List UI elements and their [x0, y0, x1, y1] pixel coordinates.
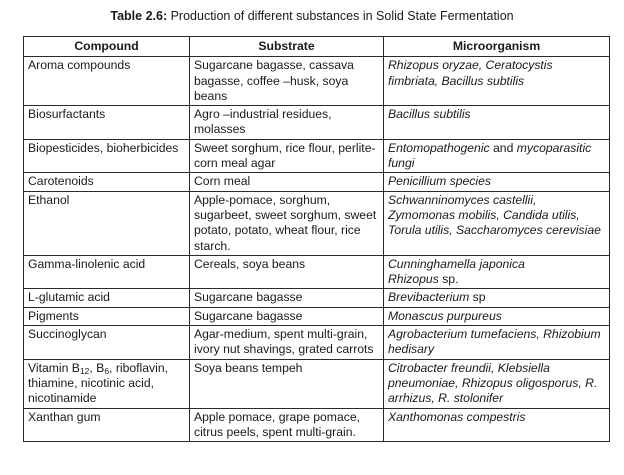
table-row [24, 307, 610, 325]
header-row [24, 37, 610, 57]
microorganism-line: Cunninghamella japonica [388, 256, 525, 271]
substrate-cell: Sugarcane bagasse [190, 307, 384, 325]
substrate-cell: Sweet sorghum, rice flour, perlite-corn meal agar [190, 139, 384, 173]
microorganism-cell: Monascus purpureus [384, 307, 610, 325]
table-row [24, 173, 610, 191]
microorganism-cell: Xanthomonas compestris [384, 408, 610, 442]
microorganism-cell: Schwanninomyces castellii, Zymomonas mobilis, Candida utilis, Torula utilis, Saccharomyces cerevisiae [384, 191, 610, 255]
microorganism-conjunction: and [489, 140, 517, 155]
compound-cell: Aroma compounds [24, 57, 190, 106]
microorganism-line [388, 272, 605, 287]
table-row [24, 57, 610, 106]
microorganism-part: mycoparasitic fungi [388, 140, 592, 171]
substrate-cell: Apple pomace, grape pomace, citrus peels, spent multi-grain. [190, 408, 384, 442]
substrate-cell: Cereals, soya beans [190, 255, 384, 289]
substrate-cell: Agro –industrial residues, molasses [190, 106, 384, 140]
compound-cell: L-glutamic acid [24, 289, 190, 307]
microorganism-cell: Agrobacterium tumefaciens, Rhizobium hedisary [384, 326, 610, 360]
microorganism-cell: Citrobacter freundii, Klebsiella pneumoniae, Rhizopus oligosporus, R. arrhizus, R. stolonifer [384, 359, 610, 408]
substrate-cell: Sugarcane bagasse, cassava bagasse, coffee –husk, soya beans [190, 57, 384, 106]
compound-cell: Xanthan gum [24, 408, 190, 442]
caption-title: Production of different substances in Solid State Fermentation [167, 9, 514, 23]
table-row [24, 326, 610, 360]
table-row [24, 359, 610, 408]
microorganism-cell [384, 289, 610, 307]
header-substrate: Substrate [190, 37, 384, 57]
compound-cell: Ethanol [24, 191, 190, 255]
substrate-cell: Apple-pomace, sorghum, sugarbeet, sweet sorghum, sweet potato, potato, wheat flour, rice starch. [190, 191, 384, 255]
table-row [24, 408, 610, 442]
table-row [24, 106, 610, 140]
table-row [24, 139, 610, 173]
substrate-cell: Agar-medium, spent multi-grain, ivory nut shavings, grated carrots [190, 326, 384, 360]
substrate-cell: Corn meal [190, 173, 384, 191]
microorganism-cell: Rhizopus oryzae, Ceratocystis fimbriata, Bacillus subtilis [384, 57, 610, 106]
substrate-cell: Soya beans tempeh [190, 359, 384, 408]
microorganism-cell [384, 255, 610, 289]
species-abbrev: sp [469, 290, 486, 305]
microorganism-cell: Bacillus subtilis [384, 106, 610, 140]
compound-cell: Biopesticides, bioherbicides [24, 139, 190, 173]
compound-text: Vitamin B [28, 360, 80, 375]
table-row [24, 289, 610, 307]
microorganism-part: Entomopathogenic [388, 140, 490, 155]
compound-cell [24, 359, 190, 408]
microorganism-genus: Rhizopus [388, 272, 439, 287]
compound-cell: Biosurfactants [24, 106, 190, 140]
compound-text: , B [89, 360, 105, 375]
microorganism-genus: Brevibacterium [388, 290, 470, 305]
substrate-cell: Sugarcane bagasse [190, 289, 384, 307]
compound-cell: Carotenoids [24, 173, 190, 191]
table-caption [0, 8, 624, 24]
substances-table [23, 36, 610, 442]
header-compound: Compound [24, 37, 190, 57]
microorganism-cell: Penicillium species [384, 173, 610, 191]
header-microorganism: Microorganism [384, 37, 610, 57]
table-row [24, 255, 610, 289]
table-row [24, 191, 610, 255]
compound-cell: Gamma-linolenic acid [24, 255, 190, 289]
caption-label: Table 2.6: [110, 9, 168, 23]
compound-cell: Succinoglycan [24, 326, 190, 360]
microorganism-cell [384, 139, 610, 173]
compound-text: , riboflavin, thiamine, nicotinic acid, nicotinamide [28, 360, 168, 406]
subscript: 6 [104, 365, 110, 376]
species-abbrev: sp. [438, 272, 459, 287]
compound-cell: Pigments [24, 307, 190, 325]
subscript: 12 [79, 365, 90, 376]
